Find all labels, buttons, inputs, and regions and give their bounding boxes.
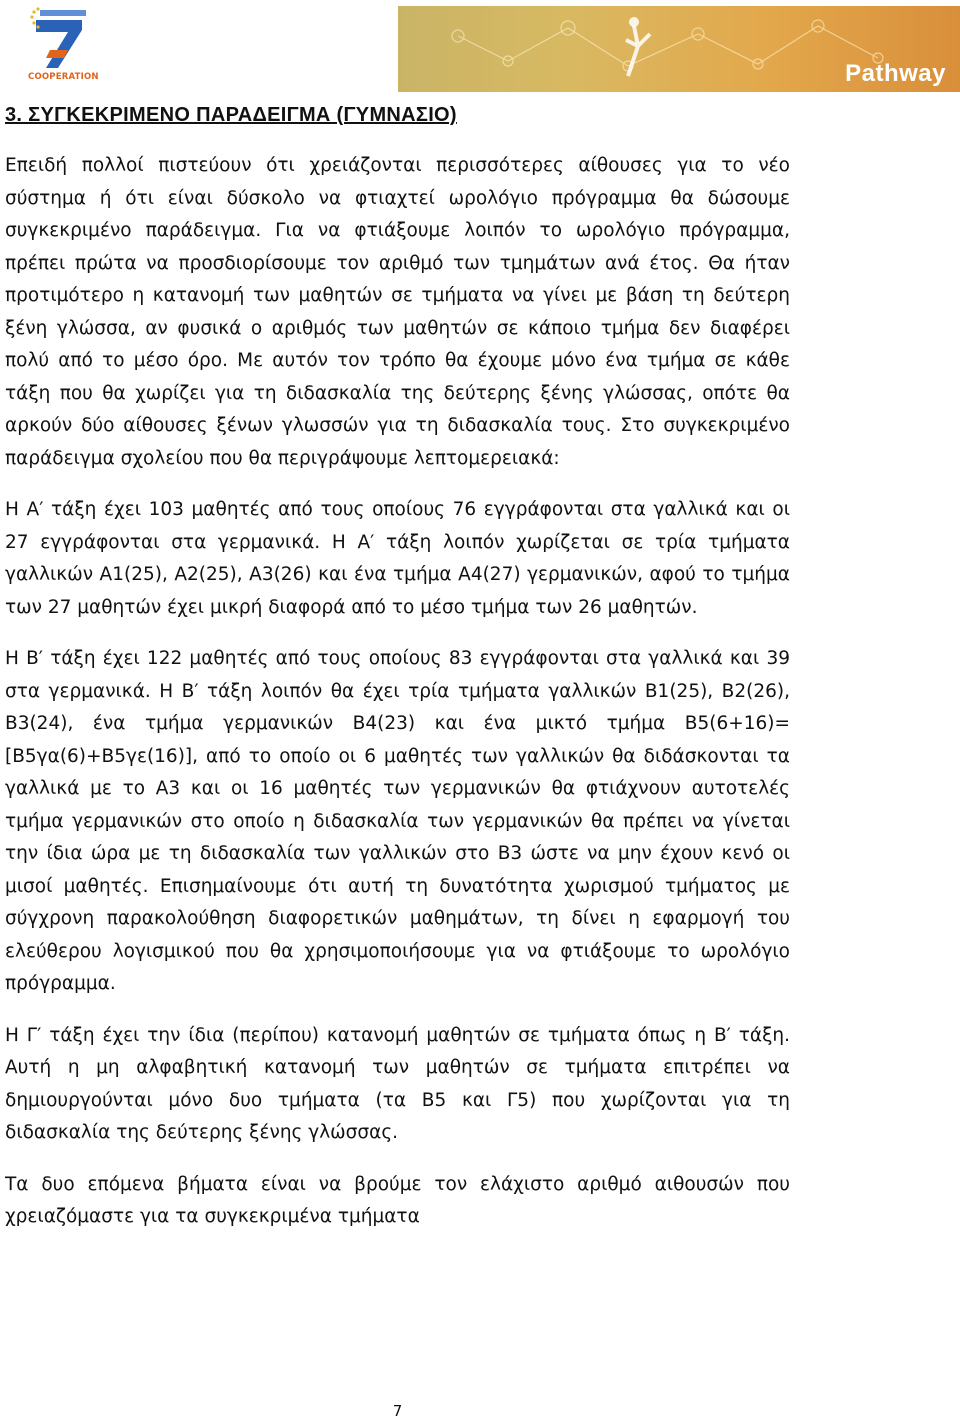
fp7-cooperation-logo — [28, 6, 99, 86]
section-heading: 3. ΣΥΓΚΕΚΡΙΜΕΝΟ ΠΑΡΑΔΕΙΓΜΑ (ΓΥΜΝΑΣΙΟ) — [5, 104, 457, 126]
paragraph: Τα δυο επόμενα βήματα είναι να βρούμε τον ελάχιστο αριθμό αιθουσών που χρειαζόμαστε για τα συγκεκριμένα τμήματα — [5, 1173, 790, 1227]
banner-title: Pathway — [845, 60, 946, 87]
logo-seven-icon — [28, 6, 92, 72]
document-body — [5, 104, 790, 1234]
paragraph: Η Γ′ τάξη έχει την ίδια (περίπου) κατανομή μαθητών σε τμήματα όπως η Β′ τάξη. Αυτή η μη αλφαβητική κατανομή των μαθητών σε τμήματα επιτρέπει να δημιουργούνται μόνο δυο τμήματα (τα Β5 και Γ5) που χωρίζονται για τη διδασκαλία της δεύτερης ξένης γλώσσας. — [5, 1024, 790, 1143]
pathway-banner — [398, 6, 960, 92]
paragraph: Επειδή πολλοί πιστεύουν ότι χρειάζονται περισσότερες αίθουσες για το νέο σύστημα ή ότι είναι δύσκολο να φτιαχτεί ωρολόγιο πρόγραμμα θα δώσουμε συγκεκριμένο παράδειγμα. Για να φτιάξουμε λοιπόν το ωρολόγιο πρόγραμμα, πρέπει πρώτα να προσδιορίσουμε τον αριθμό των τμημάτων ανά έτος. Θα ήταν προτιμότερο η κατανομή των μαθητών σε τμήματα να γίνει με βάση τη δεύτερη ξένη γλώσσα, αν φυσικά ο αριθμός των μαθητών σε κάποιο τμήμα δεν διαφέρει πολύ από το μέσο όρο. Με αυτόν τον τρόπο θα έχουμε μόνο ένα τμήμα σε κάθε τάξη που θα χωρίζει για τη διδασκαλία της δεύτερης ξένης γλώσσας, οπότε θα αρκούν δύο αίθουσες ξένων γλωσσών για τη διδασκαλία τους. Στο συγκεκριμένο παράδειγμα σχολείου που θα περιγράψουμε λεπτομερειακά: — [5, 155, 790, 469]
page-header — [0, 0, 960, 100]
page-number: 7 — [392, 1402, 403, 1420]
paragraph: Η Β′ τάξη έχει 122 μαθητές από τους οποίους 83 εγγράφονται στα γαλλικά και 39 στα γερμανικά. Η Β′ τάξη λοιπόν θα έχει τρία τμήματα γαλλικών Β1(25), Β2(26), Β3(24), ένα τμήμα γερμανικών Β4(23) και ένα μικτό τμήμα Β5(6+16)= [Β5γα(6)+Β5γε(16)], από το οποίο οι 6 μαθητές των γαλλικών θα διδάσκονται τα γαλλικά με το Α3 και οι 16 μαθητές των γερμανικών θα φτιάχνουν αυτοτελές τμήμα γερμανικών στο οποίο η διδασκαλία των γερμανικών θα πρέπει να γίνεται την ίδια ώρα με τη διδασκαλία των γαλλικών στο Β3 ώστε να μην έχουν κενό οι μισοί μαθητές. Επισημαίνουμε ότι αυτή τη δυνατότητα χωρισμού τμήματος με σύγχρονη παρακολούθηση διαφορετικών μαθημάτων, τη δίνει η εφαρμογή του ελεύθερου λογισμικού που θα χρησιμοποιήσουμε για να φτιάξουμε το ωρολόγιο πρόγραμμα. — [5, 648, 790, 994]
logo-text: COOPERATION — [28, 72, 99, 82]
paragraph: Η Α′ τάξη έχει 103 μαθητές από τους οποίους 76 εγγράφονται στα γαλλικά και οι 27 εγγράφονται στα γερμανικά. Η Α′ τάξη λοιπόν χωρίζεται σε τρία τμήματα γαλλικών Α1(25), Α2(25), Α3(26) και ένα τμήμα Α4(27) γερμανικών, αφού το τμήμα των 27 μαθητών έχει μικρή διαφορά από το μέσο τμήμα των 26 μαθητών. — [5, 499, 790, 618]
